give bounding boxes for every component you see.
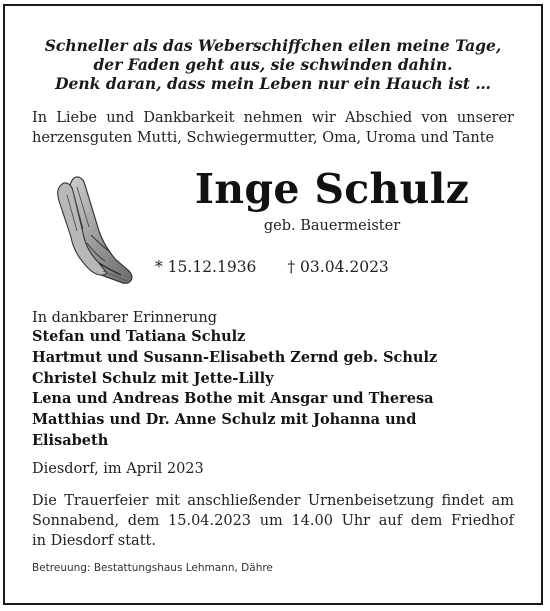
mourner-line: Lena und Andreas Bothe mit Ansgar und Theresa <box>32 390 434 408</box>
life-dates <box>155 258 389 276</box>
ceremony-line: Die Trauerfeier mit anschließender Urnenbeisetzung findet am <box>32 493 514 509</box>
mourners-heading: In dankbarer Erinnerung <box>32 310 218 326</box>
mourner-line: Matthias und Dr. Anne Schulz mit Johanna und <box>32 411 417 429</box>
funeral-home-credit: Betreuung: Bestattungshaus Lehmann, Dähre <box>32 562 273 574</box>
mourners-list <box>32 327 437 452</box>
mourner-line: Hartmut und Susann-Elisabeth Zernd geb. Schulz <box>32 348 438 366</box>
bible-quote <box>5 36 541 93</box>
ceremony-line: in Diesdorf statt. <box>32 533 156 549</box>
ceremony-notice <box>32 491 514 551</box>
maiden-name: geb. Bauermeister <box>263 218 401 234</box>
quote-line: Schneller als das Weberschiffchen eilen meine Tage, <box>44 36 502 55</box>
obituary-frame <box>3 4 543 605</box>
quote-line: Denk daran, dass mein Leben nur ein Hauch ist … <box>55 74 491 93</box>
mourner-line: Christel Schulz mit Jette-Lilly <box>32 369 274 387</box>
birth-date: * 15.12.1936 <box>155 258 257 276</box>
ceremony-line: Sonnabend, dem 15.04.2023 um 14.00 Uhr auf dem Friedhof <box>32 513 514 529</box>
place-date: Diesdorf, im April 2023 <box>32 461 204 477</box>
intro-text: In Liebe und Dankbarkeit nehmen wir Abschied von unserer herzensguten Mutti, Schwiegermutter, Oma, Uroma und Tante <box>32 110 514 146</box>
mourner-line: Stefan und Tatiana Schulz <box>32 328 246 345</box>
deceased-name: Inge Schulz <box>194 165 470 213</box>
death-date: † 03.04.2023 <box>287 258 389 276</box>
quote-line: der Faden geht aus, sie schwinden dahin. <box>93 55 453 74</box>
mourner-line: Elisabeth <box>32 431 109 449</box>
